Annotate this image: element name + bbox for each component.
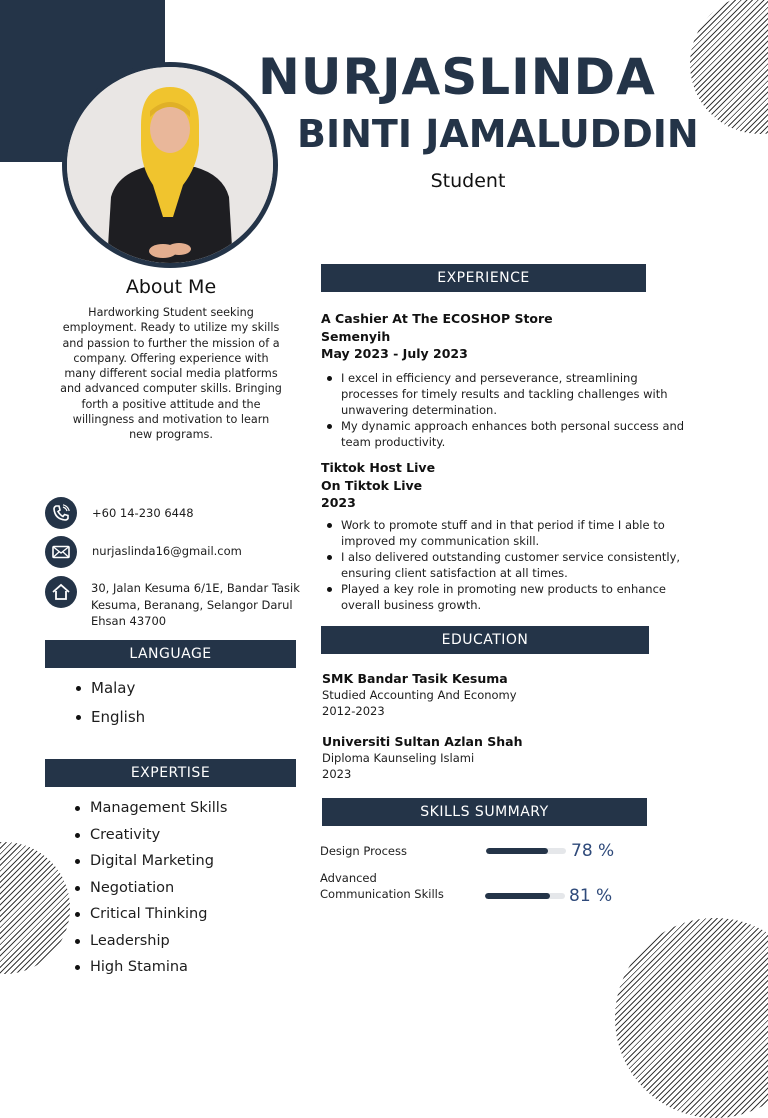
about-text: Hardworking Student seeking employment. Ready to utilize my skills and passion to further the mission of a company. Offering experience with many different social media platforms and advanced computer skills. Bringing forth a positive attitude and the willingness and motivation to learn new programs. <box>60 306 282 442</box>
expertise-item: Leadership <box>72 931 227 958</box>
job-title: A Cashier At The ECOSHOP Store <box>321 311 553 326</box>
role-title: Student <box>430 170 506 192</box>
skill-percent: 78 % <box>571 841 615 861</box>
skill-bar <box>486 848 566 854</box>
job-place: Semenyih <box>321 328 391 344</box>
job-point: Work to promote stuff and in that period if time I able to improved my communication skill. <box>321 517 696 549</box>
job-point: I excel in efficiency and perseverance, streamlining processes for timely results and tackling challenges with unwavering determination. <box>321 370 696 418</box>
hatch-circle-bottom-left <box>0 842 70 974</box>
school-name: Universiti Sultan Azlan Shah <box>322 734 523 749</box>
expertise-item: Critical Thinking <box>72 904 227 931</box>
expertise-item: Negotiation <box>72 878 227 905</box>
skills-heading: SKILLS SUMMARY <box>322 798 647 826</box>
job-point: Played a key role in promoting new products to enhance overall business growth. <box>321 581 696 613</box>
skill-percent: 81 % <box>569 886 613 906</box>
skill-bar <box>485 893 565 899</box>
hatch-circle-top-right <box>690 0 768 134</box>
job-entry <box>321 310 696 450</box>
expertise-item: Creativity <box>72 825 227 852</box>
language-heading: LANGUAGE <box>45 640 296 668</box>
job-point: My dynamic approach enhances both personal success and team productivity. <box>321 418 696 450</box>
job-period: 2023 <box>321 495 356 510</box>
study-years: 2012-2023 <box>322 704 385 718</box>
last-name: BINTI JAMALUDDIN <box>297 112 699 156</box>
job-point: I also delivered outstanding customer service consistently, ensuring client satisfaction at all times. <box>321 549 696 581</box>
education-entry <box>322 733 652 782</box>
language-item: Malay <box>73 678 145 707</box>
job-place: On Tiktok Live <box>321 477 423 493</box>
skill-label: Advanced Communication Skills <box>320 871 444 901</box>
job-points <box>321 517 696 613</box>
skill-bar-fill <box>485 893 550 899</box>
home-icon <box>45 576 77 608</box>
first-name: NURJASLINDA <box>258 48 656 106</box>
phone-icon <box>45 497 77 529</box>
skill-bar-fill <box>486 848 548 854</box>
experience-heading: EXPERIENCE <box>321 264 646 292</box>
language-list <box>73 678 145 736</box>
mail-icon <box>45 536 77 568</box>
language-item: English <box>73 707 145 736</box>
education-entry <box>322 670 652 719</box>
study-detail: Studied Accounting And Economy <box>322 688 517 702</box>
expertise-list <box>72 798 227 984</box>
expertise-heading: EXPERTISE <box>45 759 296 787</box>
about-heading: About Me <box>125 276 217 298</box>
job-points <box>321 370 696 450</box>
profile-photo <box>62 62 278 268</box>
home-address: 30, Jalan Kesuma 6/1E, Bandar Tasik Kesuma, Beranang, Selangor Darul Ehsan 43700 <box>91 581 300 628</box>
education-heading: EDUCATION <box>321 626 649 654</box>
job-title: Tiktok Host Live <box>321 460 436 475</box>
expertise-item: Management Skills <box>72 798 227 825</box>
hatch-circle-bottom-right <box>615 918 768 1118</box>
study-years: 2023 <box>322 767 352 781</box>
expertise-item: Digital Marketing <box>72 851 227 878</box>
job-entry <box>321 459 696 613</box>
job-period: May 2023 - July 2023 <box>321 346 468 361</box>
phone-number[interactable]: +60 14-230 6448 <box>92 506 194 520</box>
person-illustration <box>67 67 273 263</box>
school-name: SMK Bandar Tasik Kesuma <box>322 671 508 686</box>
skill-label: Design Process <box>320 844 407 858</box>
study-detail: Diploma Kaunseling Islami <box>322 751 475 765</box>
expertise-item: High Stamina <box>72 957 227 984</box>
email-address[interactable]: nurjaslinda16@gmail.com <box>92 544 242 558</box>
